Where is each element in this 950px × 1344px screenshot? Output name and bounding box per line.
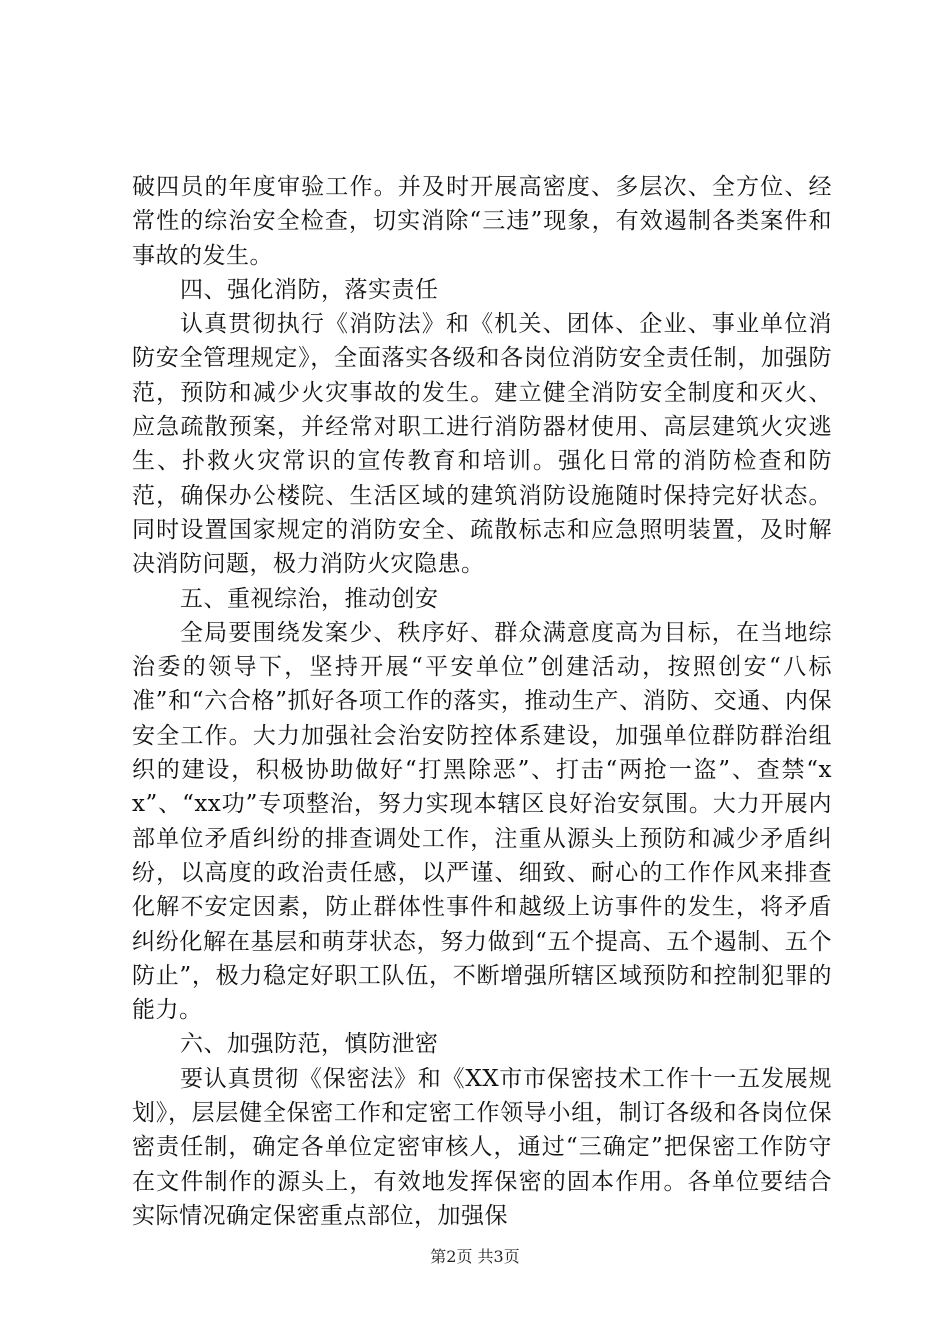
paragraph-confidentiality: 要认真贯彻《保密法》和《XX市市保密技术工作十一五发展规划》，层层健全保密工作和定密工作领导小组，制订各级和各岗位保密责任制，确定各单位定密审核人，通过“三确定”把保密工作防守在文件制作的源头上，有效地发挥保密的固本作用。各单位要结合实际情况确定保密重点部位，加强保 — [132, 1065, 832, 1229]
section-heading-comprehensive-governance: 五、重视综治，推动创安 — [180, 585, 439, 612]
paragraph-fire-safety: 认真贯彻执行《消防法》和《机关、团体、企业、事业单位消防安全管理规定》，全面落实各级和各岗位消防安全责任制，加强防范，预防和减少火灾事故的发生。建立健全消防安全制度和灭火、应急疏散预案，并经常对职工进行消防器材使用、高层建筑火灾逃生、扑救火灾常识的宣传教育和培训。强化日常的消防检查和防范，确保办公楼院、生活区域的建筑消防设施随时保持完好状态。同时设置国家规定的消防安全、疏散标志和应急照明装置，及时解决消防问题，极力消防火灾隐患。 — [132, 311, 832, 578]
paragraph-comprehensive-governance: 全局要围绕发案少、秩序好、群众满意度高为目标，在当地综治委的领导下，坚持开展“平安单位”创建活动，按照创安“八标准”和“六合格”抓好各项工作的落实，推动生产、消防、交通、内保安全工作。大力加强社会治安防控体系建设，加强单位群防群治组织的建设，积极协助做好“打黑除恶”、打击“两抢一盗”、查禁“xx”、“xx功”专项整治，努力实现本辖区良好治安氛围。大力开展内部单位矛盾纠纷的排查调处工作，注重从源头上预防和减少矛盾纠纷，以高度的政治责任感，以严谨、细致、耐心的工作作风来排查化解不安定因素，防止群体性事件和越级上访事件的发生，将矛盾纠纷化解在基层和萌芽状态，努力做到“五个提高、五个遏制、五个防止”，极力稳定好职工队伍，不断增强所辖区域预防和控制犯罪的能力。 — [132, 619, 832, 1024]
paragraph-continuation: 破四员的年度审验工作。并及时开展高密度、多层次、全方位、经常性的综治安全检查，切实消除“三违”现象，有效遏制各类案件和事故的发生。 — [132, 174, 832, 269]
section-heading-fire-safety: 四、强化消防，落实责任 — [180, 276, 439, 303]
page-number-footer: 第2页 共3页 — [430, 1247, 520, 1266]
section-heading-confidentiality: 六、加强防范，慎防泄密 — [180, 1031, 439, 1058]
document-body — [132, 170, 832, 1233]
